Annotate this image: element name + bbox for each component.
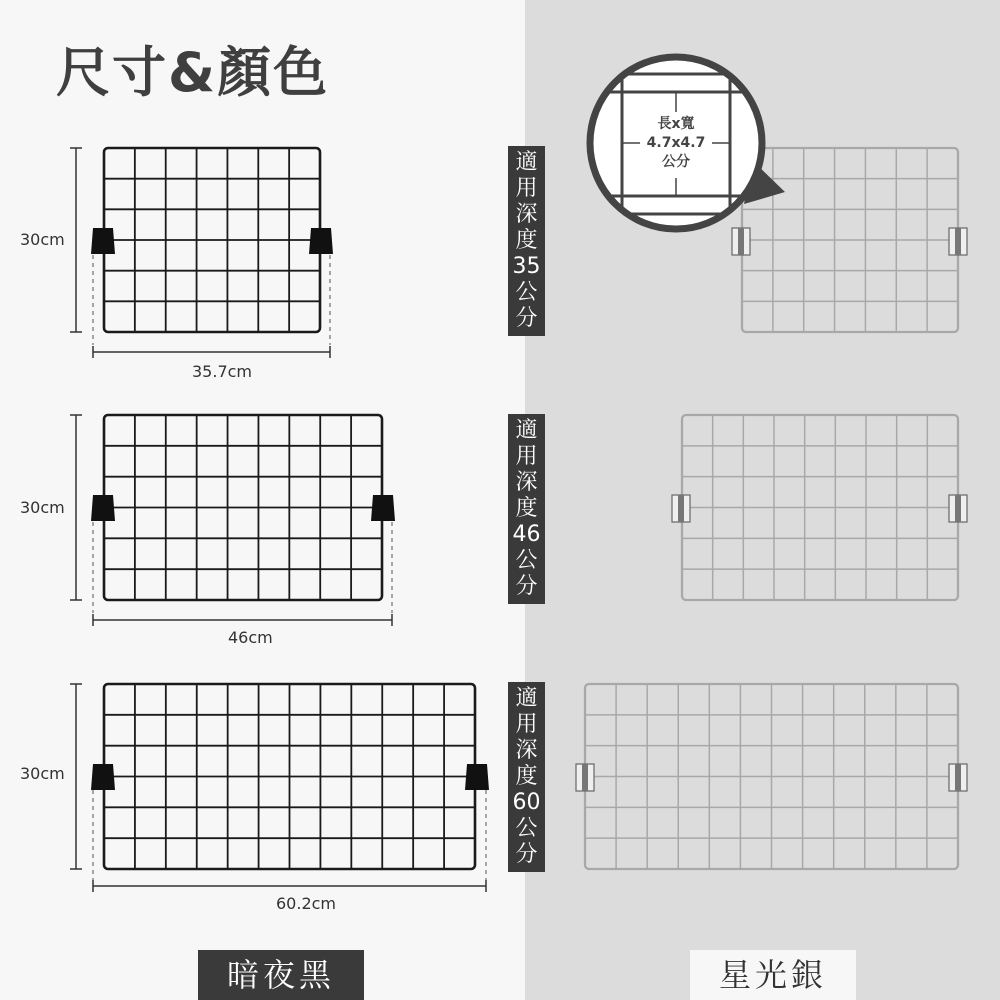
depth-tag-35: 適 用 深 度 35 公 分 (508, 146, 545, 336)
height-label-3: 30cm (20, 764, 65, 783)
width-label-3: 60.2cm (276, 894, 337, 913)
callout-line-1: 長x寬 (657, 116, 695, 132)
grid-panel-silver-46 (682, 415, 958, 600)
depth-tag-60: 適 用 深 度 60 公 分 (508, 682, 545, 872)
clip-icon (732, 228, 750, 255)
dimension-lines (70, 148, 486, 892)
clip-icon (576, 764, 594, 791)
color-label-dark: 暗夜黑 (198, 950, 364, 1000)
height-label-2: 30cm (20, 498, 65, 517)
callout-line-3: 公分 (662, 154, 690, 170)
width-label-2: 46cm (228, 628, 273, 647)
clip-icon (949, 495, 967, 522)
grid-panel-dark-60 (104, 684, 475, 869)
callout-text (626, 115, 726, 172)
width-label-1: 35.7cm (192, 362, 253, 381)
clip-icon (465, 764, 489, 790)
grid-panel-silver-35 (742, 148, 958, 332)
clip-icon (91, 228, 115, 254)
clip-icon (371, 495, 395, 521)
color-label-silver: 星光銀 (690, 950, 856, 1000)
clip-icon (309, 228, 333, 254)
clip-icon (91, 764, 115, 790)
callout-line-2: 4.7x4.7 (646, 135, 706, 151)
height-label-1: 30cm (20, 230, 65, 249)
depth-tag-46: 適 用 深 度 46 公 分 (508, 414, 545, 604)
clip-icon (672, 495, 690, 522)
grid-panel-silver-60 (585, 684, 958, 869)
grid-panel-dark-46 (104, 415, 382, 600)
clip-icon (949, 764, 967, 791)
page-title: 尺寸&顏色 (56, 41, 330, 104)
grid-panel-dark-35 (104, 148, 320, 332)
clip-icon (949, 228, 967, 255)
clip-icon (91, 495, 115, 521)
